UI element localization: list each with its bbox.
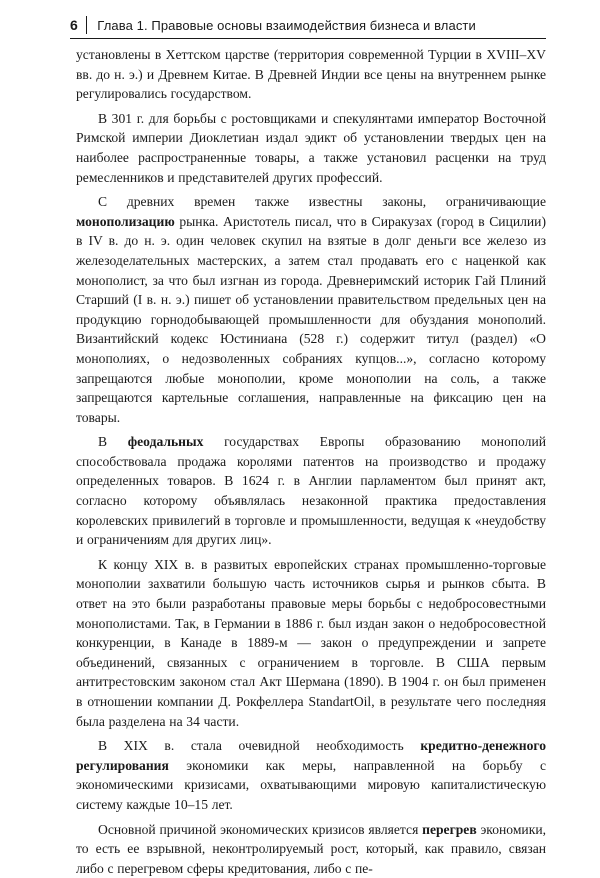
text-run: рынка. Аристотель писал, что в Сиракузах (город в Сицилии) в IV в. до н. э. один человек скупил на взятые в долг деньги все железо из железоделательных мастерских, а затем стал продавать его с наценкой как монополист, за что был изгнан из города. Древнеримский историк Гай Плиний Старший (I в. н. э.) пишет об установлении правительством предельных цен на продукцию горнодобывающей промышленности для обуздания монополий. Византийский кодекс Юстиниана (528 г.) содержит титул (раздел) «О монополиях, о недозволенных собраниях купцов...», согласно которому запрещаются любые монополии, кроме монополии на соль, а также запрещаются картельные соглашения, направленные на фиксацию цен на товары. [76,213,546,425]
text-run: экономики как меры, направленной на борьбу с экономическими кризисами, охватывающими мировую капиталистическую систему каждые 10–15 лет. [76,757,546,812]
page-body [76,45,546,878]
paragraph [76,820,546,878]
text-run: установлены в Хеттском царстве (территория современной Турции в XVIII–XV вв. до н. э.) и Древнем Китае. В Древней Индии все цены на внутреннем рынке регулировались государством. [76,47,546,102]
paragraph [76,736,546,814]
paragraph [76,109,546,187]
running-header [70,12,546,39]
paragraph [76,432,546,550]
paragraph [76,555,546,731]
header-divider [86,16,88,34]
text-run: К концу XIX в. в развитых европейских странах промышленно-торговые монополии захватили большую часть источников сырья и рынков сбыта. В ответ на это были разработаны правовые меры борьбы с недобросовестными монополистами. Так, в Германии в 1886 г. был издан закон о недобросовестной конкуренции, в Канаде в 1889-м — закон о предупреждении и запрете объединений, связанных с ограничением в торговле. В США первым антитрестовским законом стал Акт Шермана (1890). В 1904 г. он был применен в отношении компании Д. Рокфеллера StandartOil, в результате чего последняя была разделена на 34 части. [76,556,546,729]
text-run: С древних времен также известны законы, ограничивающие [98,194,546,210]
text-run: Основной причиной экономических кризисов является [98,821,423,837]
bold-term: монополизацию [76,213,175,229]
page-number: 6 [70,17,78,33]
text-run: государствах Европы образованию монополий способствовала продажа королями патентов на производство и продажу определенных товаров. В 1624 г. в Англии парламентом был принят акт, согласно которому объявлялась незаконной практика предоставления королевских привилегий в торговле и промышленности, ведущая к «неудобству и ограничениям для других лиц». [76,434,547,548]
bold-term: кредитно-денежного регулирования [76,738,546,773]
bold-term: феодальных [127,434,204,450]
chapter-title: Глава 1. Правовые основы взаимодействия бизнеса и власти [97,17,476,33]
text-run: В 301 г. для борьбы с ростовщиками и спекулянтами император Восточной Римской империи Диоклетиан издал эдикт об установлении твердых цен на наиболее распространенные товары, а также установил расценки на труд ремесленников и представителей других профессий. [76,110,546,185]
paragraph [76,192,546,427]
text-run: В XIX в. стала очевидной необходимость [98,738,421,754]
text-run: В [98,434,128,450]
bold-term: перегрев [422,821,477,837]
paragraph [76,45,546,104]
text-run: экономики, то есть ее взрывной, неконтролируемый рост, который, как правило, связан либо с перегревом сферы кредитования, либо с пе- [76,821,546,876]
